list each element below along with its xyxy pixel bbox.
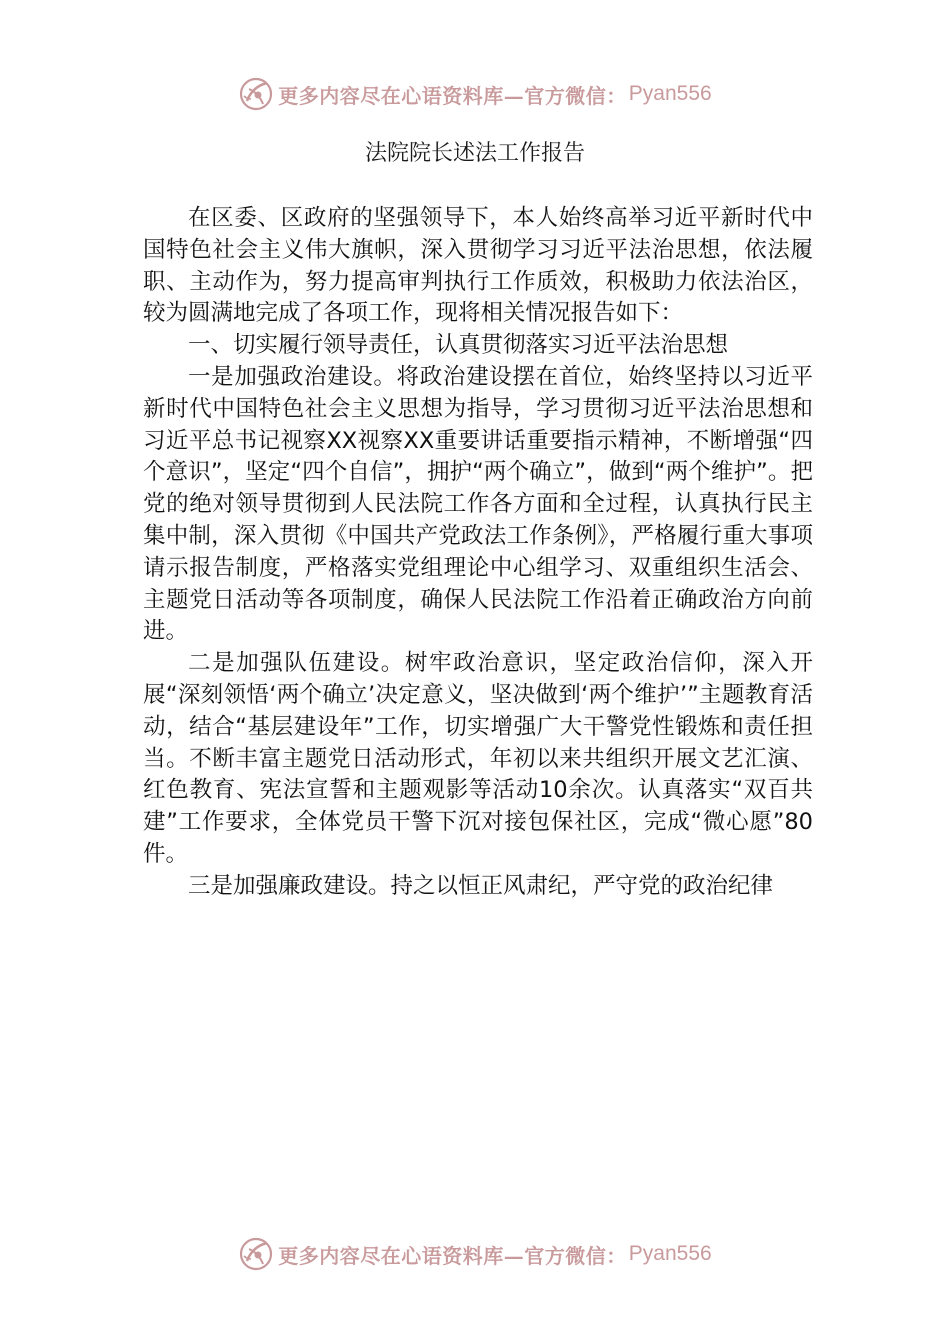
section-heading-1: 一、切实履行领导责任，认真贯彻落实习近平法治思想 xyxy=(188,332,729,359)
paragraph-intro: 在区委、区政府的坚强领导下，本人始终高举习近平新时代中国特色社会主义伟大旗帜，深入贯彻学习习近平法治思想，依法履职、主动作为，努力提高审判执行工作质效，积极助力依法治区，较为圆满地完成了各项工作，现将相关情况报告如下： xyxy=(143,205,813,327)
document-title: 法院院长述法工作报告 xyxy=(364,141,585,166)
header-watermark-banner xyxy=(0,74,950,114)
watermark-text: 更多内容尽在心语资料库—官方微信： xyxy=(278,1243,627,1268)
watermark-handle: Pyan556 xyxy=(628,1242,712,1265)
footer-watermark-banner xyxy=(0,1234,950,1274)
paragraph-integrity-building: 三是加强廉政建设。持之以恒正风肃纪，严守党的政治纪律 xyxy=(188,872,774,899)
seal-logo-icon xyxy=(238,1236,274,1272)
watermark-text: 更多内容尽在心语资料库—官方微信： xyxy=(278,83,627,108)
document-body xyxy=(143,203,813,903)
paragraph-political-building: 一是加强政治建设。将政治建设摆在首位，始终坚持以习近平新时代中国特色社会主义思想为指导，学习贯彻习近平法治思想和习近平总书记视察XX视察XX重要讲话重要指示精神，不断增强“四个意识”，坚定“四个自信”，拥护“两个确立”，做到“两个维护”。把党的绝对领导贯彻到人民法院工作各方面和全过程，认真执行民主集中制，深入贯彻《中国共产党政法工作条例》，严格履行重大事项请示报告制度，严格落实党组理论中心组学习、双重组织生活会、主题党日活动等各项制度，确保人民法院工作沿着正确政治方向前进。 xyxy=(143,363,813,645)
seal-logo-icon xyxy=(238,76,274,112)
paragraph-team-building: 二是加强队伍建设。树牢政治意识，坚定政治信仰，深入开展“深刻领悟‘两个确立’决定意义，坚决做到‘两个维护’”主题教育活动，结合“基层建设年”工作，切实增强广大干警党性锻炼和责任担当。不断丰富主题党日活动形式，年初以来共组织开展文艺汇演、红色教育、宪法宣誓和主题观影等活动10余次。认真落实“双百共建”工作要求，全体党员干警下沉对接包保社区，完成“微心愿”80件。 xyxy=(143,650,813,867)
watermark-handle: Pyan556 xyxy=(628,82,712,105)
